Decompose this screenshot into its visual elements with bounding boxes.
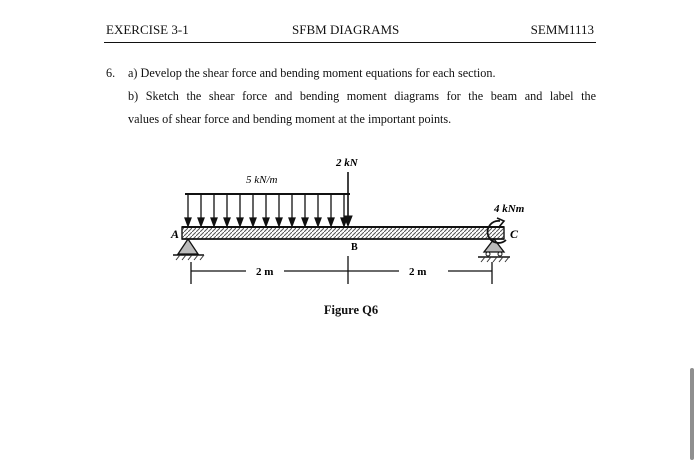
topic-title: SFBM DIAGRAMS xyxy=(292,22,400,37)
point-load-arrow xyxy=(344,172,352,226)
span-bc-label: 2 m xyxy=(409,266,427,278)
question-number: 6. xyxy=(106,66,116,80)
course-code: SEMM1113 xyxy=(530,22,594,37)
span-ab-label: 2 m xyxy=(256,266,274,278)
support-a-pin xyxy=(173,239,204,260)
dimension-line xyxy=(191,256,492,284)
udl-arrows xyxy=(185,194,347,226)
point-b-label: B xyxy=(351,242,358,253)
beam xyxy=(182,227,504,239)
question-part-a: a) Develop the shear force and bending moment equations for each section. xyxy=(128,66,496,80)
moment-label: 4 kNm xyxy=(494,203,525,215)
exercise-label: EXERCISE 3-1 xyxy=(106,22,189,37)
question-part-b: b) Sketch the shear force and bending moment diagrams for the beam and label the xyxy=(128,89,596,103)
support-a-label: A xyxy=(171,227,180,241)
support-c-label: C xyxy=(510,227,519,241)
point-load-label: 2 kN xyxy=(336,157,358,169)
udl-label: 5 kN/m xyxy=(246,174,278,186)
figure-caption: Figure Q6 xyxy=(323,303,379,317)
question-part-b-continued: values of shear force and bending moment at the important points. xyxy=(128,112,452,126)
scrollbar[interactable] xyxy=(690,368,694,460)
